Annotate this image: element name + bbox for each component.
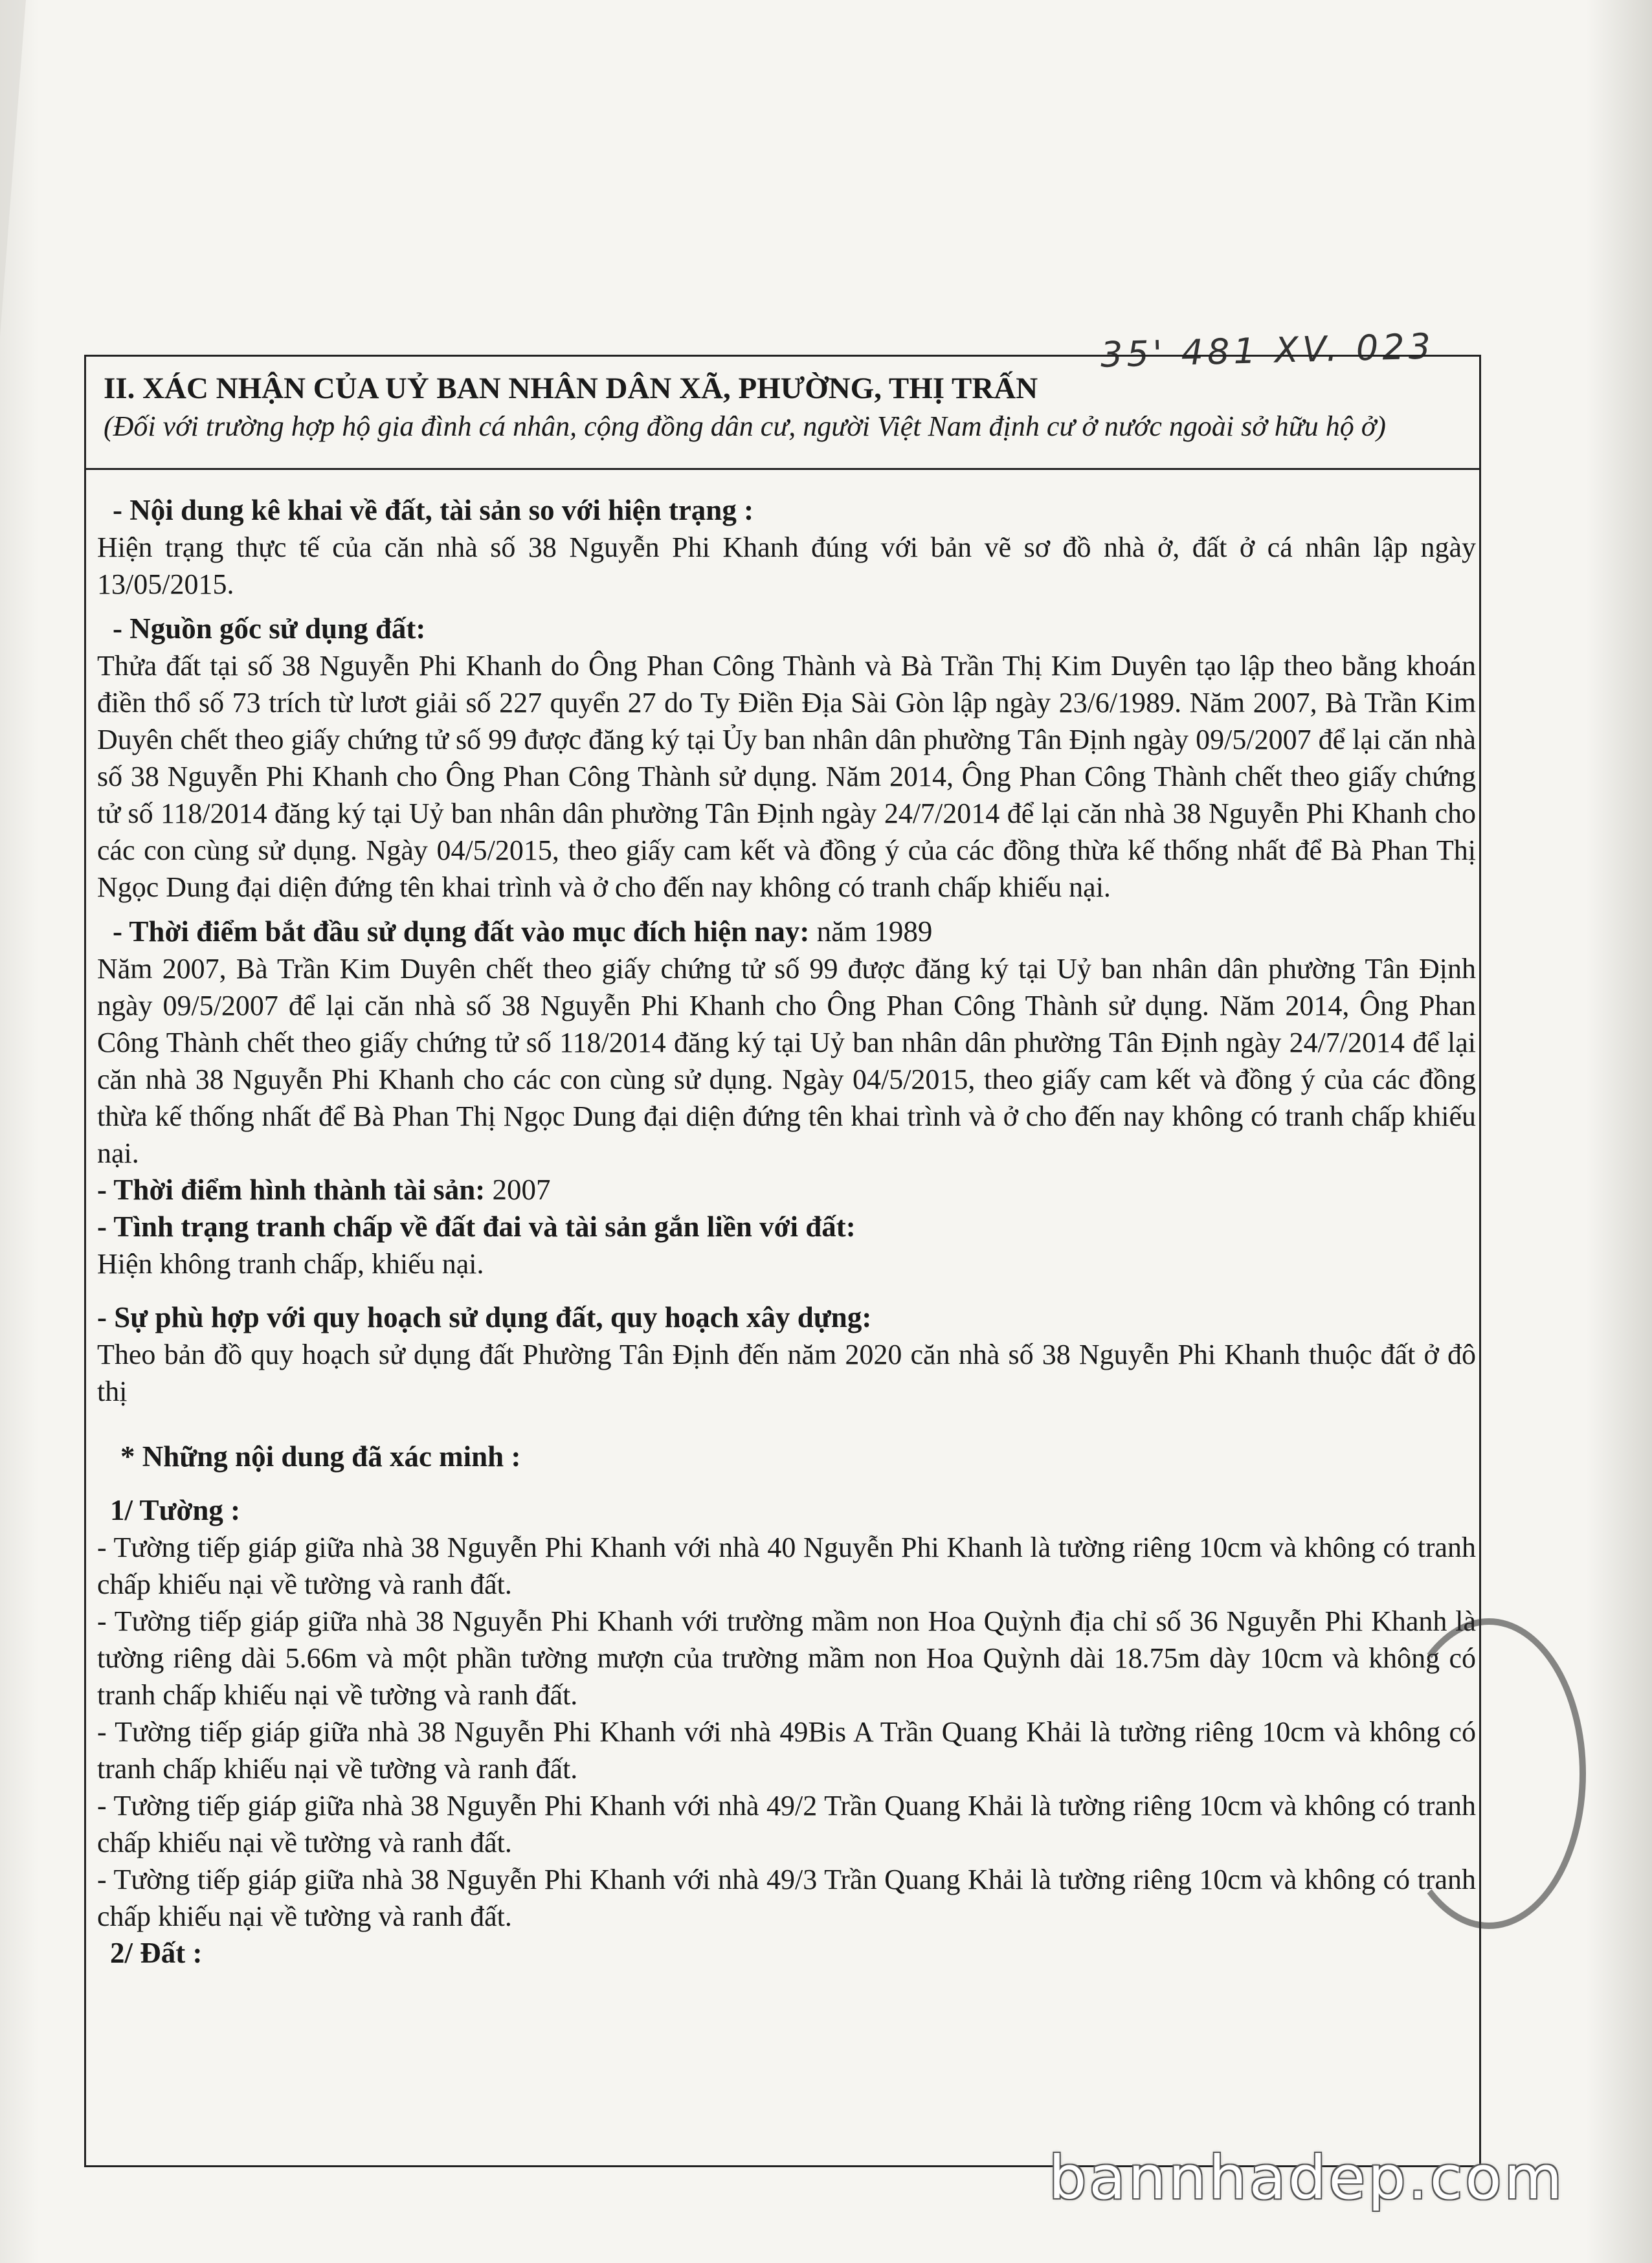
- heading-planning-compliance: - Sự phù hợp với quy hoạch sử dụng đất, quy hoạch xây dựng:: [97, 1301, 872, 1333]
- asset-formation-value: 2007: [492, 1174, 551, 1206]
- body-land-use-start: Năm 2007, Bà Trần Kim Duyên chết theo giấy chứng tử số 99 được đăng ký tại Uỷ ban nhân dân phường Tân Định ngày 09/5/2007 để lại căn nhà số 38 Nguyễn Phi Khanh cho Ông Phan Công Thành sử dụng. Năm 2014, Ông Phan Công Thành chết theo giấy chứng tử số 118/2014 đăng ký tại Uỷ ban nhân dân phường Tân Định ngày 24/7/2014 để lại căn nhà 38 Nguyễn Phi Khanh cho các con cùng sử dụng. Ngày 04/5/2015, theo giấy cam kết và đồng ý của các đồng thừa kế thống nhất để Bà Phan Thị Ngọc Dung đại diện đứng tên khai trình và ở cho đến nay không có tranh chấp khiếu nại.: [97, 953, 1476, 1169]
- wall-item: - Tường tiếp giáp giữa nhà 38 Nguyễn Phi Khanh với nhà 49Bis A Trần Quang Khải là tường riêng 10cm và không có tranh chấp khiếu nại về tường và ranh đất.: [97, 1716, 1476, 1785]
- asset-formation-label: - Thời điểm hình thành tài sản:: [97, 1174, 486, 1206]
- heading-dispute-status: - Tình trạng tranh chấp về đất đai và tài sản gắn liền với đất:: [97, 1210, 856, 1243]
- wall-item: - Tường tiếp giáp giữa nhà 38 Nguyễn Phi Khanh với trường mầm non Hoa Quỳnh địa chỉ số 36 Nguyễn Phi Khanh là tường riêng dài 5.66m và một phần tường mượn của trường mầm non Hoa Quỳnh dài 18.75m dày 10cm và không có tranh chấp khiếu nại về tường và ranh đất.: [97, 1605, 1476, 1711]
- document-content: [97, 492, 1476, 1972]
- land-use-start-label: - Thời điểm bắt đầu sử dụng đất vào mục đích hiện nay:: [113, 915, 810, 948]
- official-seal-stamp: [1392, 1618, 1586, 1929]
- folded-corner: [0, 0, 26, 337]
- land-use-start-value: năm 1989: [816, 915, 933, 948]
- section-subtitle: (Đối với trường hợp hộ gia đình cá nhân, cộng đồng dân cư, người Việt Nam định cư ở nước ngoài sở hữu hộ ở): [104, 410, 1386, 442]
- handwritten-annotation: 35' 481 XV. 023: [1100, 326, 1435, 375]
- heading-walls: 1/ Tường :: [110, 1494, 241, 1526]
- heading-verified-contents: * Những nội dung đã xác minh :: [120, 1440, 521, 1473]
- wall-item: - Tường tiếp giáp giữa nhà 38 Nguyễn Phi Khanh với nhà 40 Nguyễn Phi Khanh là tường riêng 10cm và không có tranh chấp khiếu nại về tường và ranh đất.: [97, 1532, 1476, 1600]
- wall-item: - Tường tiếp giáp giữa nhà 38 Nguyễn Phi Khanh với nhà 49/2 Trần Quang Khải là tường riêng 10cm và không có tranh chấp khiếu nại về tường và ranh đất.: [97, 1790, 1476, 1858]
- body-declared-vs-actual: Hiện trạng thực tế của căn nhà số 38 Nguyễn Phi Khanh đúng với bản vẽ sơ đồ nhà ở, đất ở cá nhân lập ngày 13/05/2015.: [97, 531, 1476, 600]
- wall-item: - Tường tiếp giáp giữa nhà 38 Nguyễn Phi Khanh với nhà 49/3 Trần Quang Khải là tường riêng 10cm và không có tranh chấp khiếu nại về tường và ranh đất.: [97, 1864, 1476, 1932]
- body-land-origin: Thửa đất tại số 38 Nguyễn Phi Khanh do Ông Phan Công Thành và Bà Trần Thị Kim Duyên tạo lập theo bằng khoán điền thổ số 73 trích từ lươt giải số 227 quyển 27 do Ty Điền Địa Sài Gòn lập ngày 23/6/1989. Năm 2007, Bà Trần Kim Duyên chết theo giấy chứng tử số 99 được đăng ký tại Ủy ban nhân dân phường Tân Định ngày 09/5/2007 để lại căn nhà số 38 Nguyễn Phi Khanh cho Ông Phan Công Thành sử dụng. Năm 2014, Ông Phan Công Thành chết theo giấy chứng tử số 118/2014 đăng ký tại Uỷ ban nhân dân phường Tân Định ngày 24/7/2014 để lại căn nhà 38 Nguyễn Phi Khanh cho các con cùng sử dụng. Ngày 04/5/2015, theo giấy cam kết và đồng ý của các đồng thừa kế thống nhất để Bà Phan Thị Ngọc Dung đại diện đứng tên khai trình và ở cho đến nay không có tranh chấp khiếu nại.: [97, 650, 1476, 903]
- body-dispute-status: Hiện không tranh chấp, khiếu nại.: [97, 1248, 484, 1280]
- heading-land-use-start: [97, 913, 1476, 950]
- section-title: II. XÁC NHẬN CỦA UỶ BAN NHÂN DÂN XÃ, PHƯỜNG, THỊ TRẤN: [104, 372, 1038, 405]
- heading-land: 2/ Đất :: [110, 1937, 203, 1969]
- heading-asset-formation: [97, 1172, 1476, 1209]
- body-planning-compliance: Theo bản đồ quy hoạch sử dụng đất Phường Tân Định đến năm 2020 căn nhà số 38 Nguyễn Phi Khanh thuộc đất ở đô thị: [97, 1339, 1476, 1407]
- site-watermark: bannhadep.com: [1049, 2143, 1565, 2213]
- heading-land-origin: - Nguồn gốc sử dụng đất:: [113, 612, 426, 645]
- heading-declared-vs-actual: - Nội dung kê khai về đất, tài sản so với hiện trạng :: [113, 494, 754, 526]
